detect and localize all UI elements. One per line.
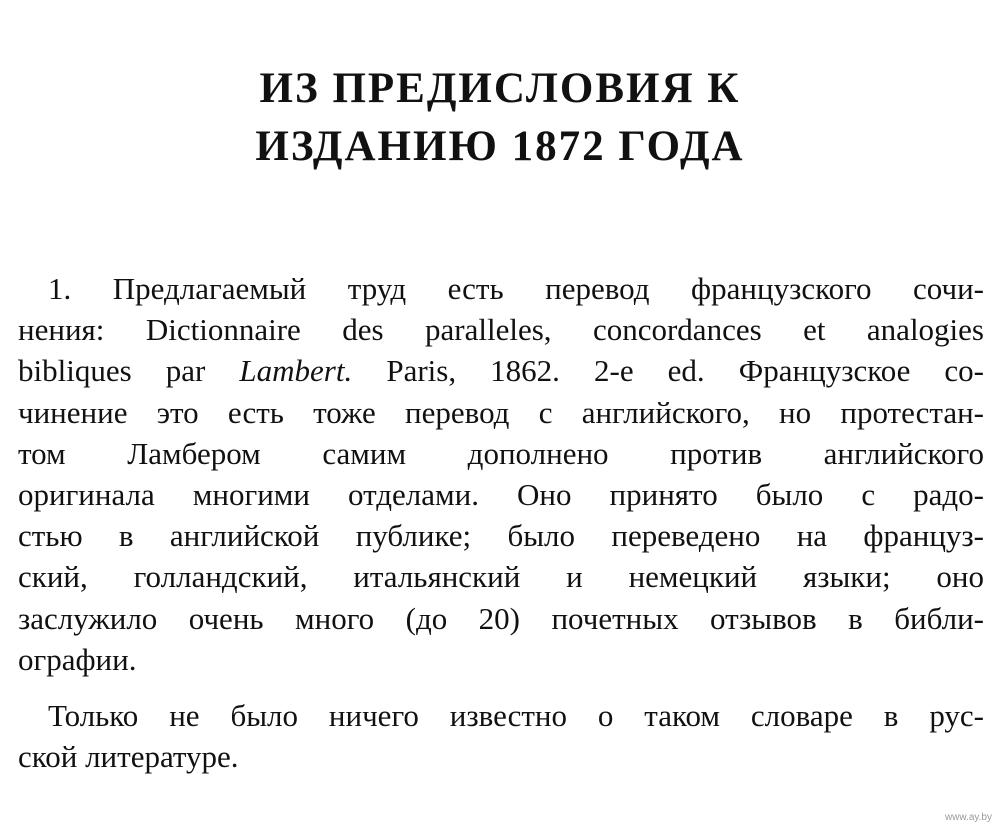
text-line-last: ской литературе. <box>18 739 239 775</box>
paragraph-2 <box>18 695 984 777</box>
text-line: чинение это есть тоже перевод с английского, но протестан- <box>18 394 984 430</box>
text-fragment: bibliques par <box>18 353 240 389</box>
title-line-1: ИЗ ПРЕДИСЛОВИЯ К <box>259 65 741 112</box>
page-title <box>0 60 1000 176</box>
text-line: заслужило очень много (до 20) почетных отзывов в библи- <box>18 600 984 636</box>
title-line-2: ИЗДАНИЮ 1872 ГОДА <box>255 123 745 170</box>
text-line: 1. Предлагаемый труд есть перевод французского сочи- <box>48 271 984 306</box>
text-fragment: Paris, 1862. 2-е ed. Французское со- <box>352 353 984 389</box>
paragraph-1 <box>18 268 984 680</box>
text-line: Только не было ничего известно о таком словаре в рус- <box>48 698 984 734</box>
text-line: том Ламбером самим дополнено против английского <box>18 435 984 471</box>
text-line-with-italic <box>18 350 984 391</box>
text-line: стью в английской публике; было переведено на француз- <box>18 518 984 554</box>
document-body <box>18 268 984 777</box>
text-line-last: ографии. <box>18 641 137 677</box>
text-line: нения: Dictionnaire des paralleles, concordances et analogies <box>18 312 984 348</box>
text-line: оригинала многими отделами. Оно принято было с радо- <box>18 477 984 513</box>
author-name-italic: Lambert. <box>239 353 353 389</box>
watermark: www.ay.by <box>944 812 992 823</box>
text-line: ский, голландский, итальянский и немецкий языки; оно <box>18 559 984 595</box>
